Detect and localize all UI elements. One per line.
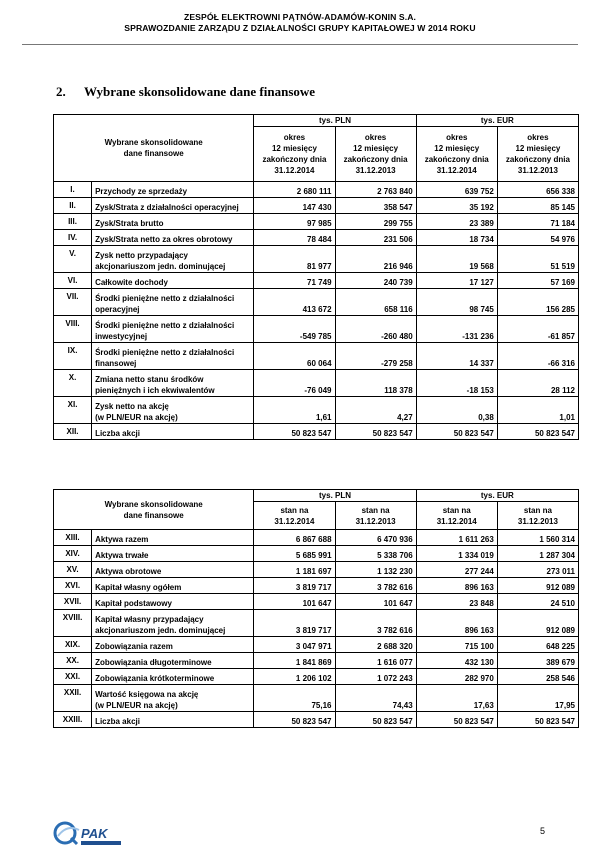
row-label: Przychody ze sprzedaży — [92, 182, 254, 198]
value-cell: 1 072 243 — [335, 669, 416, 685]
row-label: Zysk/Strata netto za okres obrotowy — [92, 230, 254, 246]
row-number: XIX. — [54, 637, 92, 653]
value-cell: 658 116 — [335, 289, 416, 316]
value-cell: 118 378 — [335, 370, 416, 397]
row-label: Wartość księgowa na akcję (w PLN/EUR na akcję) — [92, 685, 254, 712]
row-label: Aktywa trwałe — [92, 546, 254, 562]
table-row — [54, 246, 579, 273]
table-row — [54, 424, 579, 440]
column-header: stan na 31.12.2013 — [497, 502, 578, 530]
row-label: Zmiana netto stanu środków pieniężnych i ich ekwiwalentów — [92, 370, 254, 397]
value-cell: 19 568 — [416, 246, 497, 273]
value-cell: 51 519 — [497, 246, 578, 273]
value-cell: 282 970 — [416, 669, 497, 685]
value-cell: 74,43 — [335, 685, 416, 712]
page-number: 5 — [539, 826, 545, 836]
value-cell: 28 112 — [497, 370, 578, 397]
value-cell: 23 389 — [416, 214, 497, 230]
value-cell: 277 244 — [416, 562, 497, 578]
value-cell: 18 734 — [416, 230, 497, 246]
pak-logo — [53, 818, 133, 848]
value-cell: 1 841 869 — [254, 653, 335, 669]
section-number: 2. — [56, 84, 66, 99]
value-cell: 98 745 — [416, 289, 497, 316]
value-cell: 50 823 547 — [254, 424, 335, 440]
pak-logo-icon — [53, 818, 133, 848]
table-row — [54, 712, 579, 728]
value-cell: 156 285 — [497, 289, 578, 316]
value-cell: 85 145 — [497, 198, 578, 214]
row-number: XXII. — [54, 685, 92, 712]
value-cell: 2 680 111 — [254, 182, 335, 198]
value-cell: -76 049 — [254, 370, 335, 397]
section-heading — [56, 84, 315, 100]
value-cell: 78 484 — [254, 230, 335, 246]
row-number: XVI. — [54, 578, 92, 594]
value-cell: -131 236 — [416, 316, 497, 343]
value-cell: 50 823 547 — [497, 712, 578, 728]
value-cell: 1 334 019 — [416, 546, 497, 562]
value-cell: 50 823 547 — [416, 712, 497, 728]
section-title: Wybrane skonsolidowane dane finansowe — [84, 84, 316, 99]
header-divider — [22, 44, 578, 45]
value-cell: 1 616 077 — [335, 653, 416, 669]
table-row — [54, 182, 579, 198]
table-row — [54, 546, 579, 562]
row-label: Kapitał własny ogółem — [92, 578, 254, 594]
value-cell: 912 089 — [497, 578, 578, 594]
value-cell: 50 823 547 — [497, 424, 578, 440]
value-cell: -260 480 — [335, 316, 416, 343]
value-cell: 432 130 — [416, 653, 497, 669]
row-label: Kapitał własny przypadający akcjonariuszom jedn. dominującej — [92, 610, 254, 637]
row-label: Środki pieniężne netto z działalności inwestycyjnej — [92, 316, 254, 343]
value-cell: 216 946 — [335, 246, 416, 273]
value-cell: -549 785 — [254, 316, 335, 343]
value-cell: 101 647 — [335, 594, 416, 610]
value-cell: 1,61 — [254, 397, 335, 424]
value-cell: 258 546 — [497, 669, 578, 685]
value-cell: -66 316 — [497, 343, 578, 370]
table-row — [54, 289, 579, 316]
unit-pln-header: tys. PLN — [254, 490, 416, 502]
value-cell: 17 127 — [416, 273, 497, 289]
value-cell: 57 169 — [497, 273, 578, 289]
value-cell: 896 163 — [416, 578, 497, 594]
row-label: Zobowiązania krótkoterminowe — [92, 669, 254, 685]
row-number: XVIII. — [54, 610, 92, 637]
table-row — [54, 273, 579, 289]
value-cell: 273 011 — [497, 562, 578, 578]
row-label: Aktywa razem — [92, 530, 254, 546]
value-cell: 240 739 — [335, 273, 416, 289]
value-cell: 1 287 304 — [497, 546, 578, 562]
table-corner-header: Wybrane skonsolidowane dane finansowe — [54, 115, 254, 182]
value-cell: 896 163 — [416, 610, 497, 637]
value-cell: 715 100 — [416, 637, 497, 653]
unit-eur-header: tys. EUR — [416, 115, 578, 127]
value-cell: 3 047 971 — [254, 637, 335, 653]
row-number: XV. — [54, 562, 92, 578]
value-cell: -279 258 — [335, 343, 416, 370]
column-header: okres 12 miesięcy zakończony dnia 31.12.2014 — [416, 127, 497, 182]
value-cell: 23 848 — [416, 594, 497, 610]
table-row — [54, 198, 579, 214]
table-row — [54, 343, 579, 370]
value-cell: 389 679 — [497, 653, 578, 669]
row-number: V. — [54, 246, 92, 273]
value-cell: 97 985 — [254, 214, 335, 230]
column-header: stan na 31.12.2014 — [416, 502, 497, 530]
value-cell: 413 672 — [254, 289, 335, 316]
value-cell: 648 225 — [497, 637, 578, 653]
table-row — [54, 578, 579, 594]
value-cell: 5 685 991 — [254, 546, 335, 562]
row-number: IX. — [54, 343, 92, 370]
column-header: stan na 31.12.2013 — [335, 502, 416, 530]
value-cell: 6 867 688 — [254, 530, 335, 546]
value-cell: 3 782 616 — [335, 610, 416, 637]
value-cell: 1 611 263 — [416, 530, 497, 546]
row-label: Zysk/Strata z działalności operacyjnej — [92, 198, 254, 214]
value-cell: 50 823 547 — [335, 712, 416, 728]
row-label: Liczba akcji — [92, 712, 254, 728]
row-label: Całkowite dochody — [92, 273, 254, 289]
table-row — [54, 397, 579, 424]
value-cell: 4,27 — [335, 397, 416, 424]
table-row — [54, 594, 579, 610]
row-label: Zysk netto na akcję (w PLN/EUR na akcję) — [92, 397, 254, 424]
value-cell: 0,38 — [416, 397, 497, 424]
value-cell: 50 823 547 — [335, 424, 416, 440]
value-cell: 14 337 — [416, 343, 497, 370]
row-label: Zobowiązania długoterminowe — [92, 653, 254, 669]
table-row — [54, 685, 579, 712]
row-label: Zobowiązania razem — [92, 637, 254, 653]
table-row — [54, 370, 579, 397]
value-cell: 231 506 — [335, 230, 416, 246]
value-cell: 1,01 — [497, 397, 578, 424]
row-number: IV. — [54, 230, 92, 246]
row-number: VIII. — [54, 316, 92, 343]
financial-table-balances — [53, 489, 579, 728]
value-cell: 17,63 — [416, 685, 497, 712]
table-corner-header: Wybrane skonsolidowane dane finansowe — [54, 490, 254, 530]
column-header: okres 12 miesięcy zakończony dnia 31.12.2014 — [254, 127, 335, 182]
table-row — [54, 669, 579, 685]
value-cell: 358 547 — [335, 198, 416, 214]
value-cell: 60 064 — [254, 343, 335, 370]
row-label: Liczba akcji — [92, 424, 254, 440]
value-cell: -61 857 — [497, 316, 578, 343]
unit-eur-header: tys. EUR — [416, 490, 578, 502]
table-row — [54, 610, 579, 637]
table-row — [54, 637, 579, 653]
row-number: II. — [54, 198, 92, 214]
table-row — [54, 530, 579, 546]
table-body — [54, 182, 579, 440]
table-body — [54, 530, 579, 728]
value-cell: 3 819 717 — [254, 578, 335, 594]
row-number: XII. — [54, 424, 92, 440]
value-cell: 81 977 — [254, 246, 335, 273]
table-row — [54, 316, 579, 343]
value-cell: 1 132 230 — [335, 562, 416, 578]
column-header: okres 12 miesięcy zakończony dnia 31.12.2013 — [335, 127, 416, 182]
row-number: XX. — [54, 653, 92, 669]
row-label: Środki pieniężne netto z działalności finansowej — [92, 343, 254, 370]
value-cell: 71 749 — [254, 273, 335, 289]
row-label: Zysk netto przypadający akcjonariuszom jedn. dominującej — [92, 246, 254, 273]
value-cell: 1 560 314 — [497, 530, 578, 546]
value-cell: 1 206 102 — [254, 669, 335, 685]
financial-table-periods — [53, 114, 579, 440]
value-cell: 6 470 936 — [335, 530, 416, 546]
value-cell: 35 192 — [416, 198, 497, 214]
row-number: III. — [54, 214, 92, 230]
table-row — [54, 214, 579, 230]
row-label: Aktywa obrotowe — [92, 562, 254, 578]
value-cell: 2 688 320 — [335, 637, 416, 653]
row-number: X. — [54, 370, 92, 397]
row-label: Kapitał podstawowy — [92, 594, 254, 610]
value-cell: 639 752 — [416, 182, 497, 198]
row-number: XIII. — [54, 530, 92, 546]
value-cell: -18 153 — [416, 370, 497, 397]
table-row — [54, 653, 579, 669]
value-cell: 101 647 — [254, 594, 335, 610]
value-cell: 2 763 840 — [335, 182, 416, 198]
header-report-title: SPRAWOZDANIE ZARZĄDU Z DZIAŁALNOŚCI GRUPY KAPITAŁOWEJ W 2014 ROKU — [124, 23, 476, 33]
row-number: I. — [54, 182, 92, 198]
row-number: VII. — [54, 289, 92, 316]
row-number: XVII. — [54, 594, 92, 610]
value-cell: 656 338 — [497, 182, 578, 198]
value-cell: 71 184 — [497, 214, 578, 230]
value-cell: 50 823 547 — [254, 712, 335, 728]
row-number: XI. — [54, 397, 92, 424]
value-cell: 3 819 717 — [254, 610, 335, 637]
table-row — [54, 562, 579, 578]
value-cell: 299 755 — [335, 214, 416, 230]
value-cell: 3 782 616 — [335, 578, 416, 594]
value-cell: 75,16 — [254, 685, 335, 712]
table-row — [54, 230, 579, 246]
document-header — [0, 12, 600, 34]
row-number: XXIII. — [54, 712, 92, 728]
row-number: VI. — [54, 273, 92, 289]
column-header: okres 12 miesięcy zakończony dnia 31.12.2013 — [497, 127, 578, 182]
row-label: Środki pieniężne netto z działalności operacyjnej — [92, 289, 254, 316]
value-cell: 24 510 — [497, 594, 578, 610]
value-cell: 54 976 — [497, 230, 578, 246]
value-cell: 50 823 547 — [416, 424, 497, 440]
row-number: XIV. — [54, 546, 92, 562]
row-number: XXI. — [54, 669, 92, 685]
value-cell: 1 181 697 — [254, 562, 335, 578]
unit-pln-header: tys. PLN — [254, 115, 416, 127]
column-header: stan na 31.12.2014 — [254, 502, 335, 530]
value-cell: 147 430 — [254, 198, 335, 214]
header-company: ZESPÓŁ ELEKTROWNI PĄTNÓW-ADAMÓW-KONIN S.A. — [183, 12, 417, 22]
row-label: Zysk/Strata brutto — [92, 214, 254, 230]
value-cell: 912 089 — [497, 610, 578, 637]
pak-logo-text: PAK — [81, 826, 108, 841]
value-cell: 5 338 706 — [335, 546, 416, 562]
value-cell: 17,95 — [497, 685, 578, 712]
